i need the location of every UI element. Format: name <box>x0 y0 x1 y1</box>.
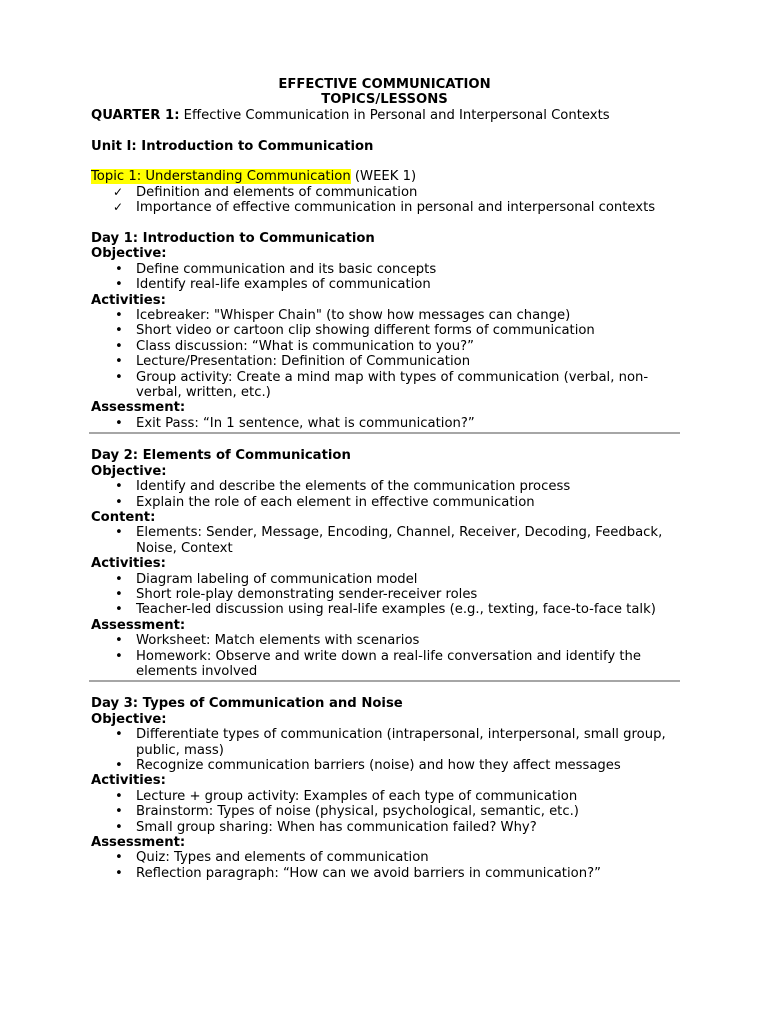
quarter-label: QUARTER 1: <box>91 107 180 123</box>
list-item: • Brainstorm: Types of noise (physical, psychological, semantic, etc.) <box>91 804 678 819</box>
list-item: • Lecture + group activity: Examples of each type of communication <box>91 789 678 804</box>
topic-checklist <box>91 185 678 216</box>
objective-list <box>91 727 678 773</box>
activities-label: Activities: <box>91 556 166 572</box>
assessment-list <box>91 633 678 679</box>
activities-label: Activities: <box>91 773 166 789</box>
list-item: • Exit Pass: “In 1 sentence, what is communication?” <box>91 416 678 431</box>
day1-section <box>91 231 678 431</box>
list-item: • Reflection paragraph: “How can we avoid barriers in communication?” <box>91 866 678 881</box>
assessment-list <box>91 416 678 431</box>
checklist-item: ✓ Definition and elements of communication <box>91 185 678 200</box>
activities-list <box>91 572 678 618</box>
list-item: • Lecture/Presentation: Definition of Communication <box>91 354 678 369</box>
objective-label: Objective: <box>91 246 167 262</box>
activities-list <box>91 308 678 400</box>
list-item: • Identify and describe the elements of the communication process <box>91 479 678 494</box>
content-list <box>91 525 678 556</box>
objective-label: Objective: <box>91 711 167 727</box>
section-divider <box>89 432 680 434</box>
content-label: Content: <box>91 509 156 525</box>
assessment-list <box>91 850 678 881</box>
list-item: • Teacher-led discussion using real-life examples (e.g., texting, face-to-face talk) <box>91 602 678 617</box>
list-item: • Icebreaker: "Whisper Chain" (to show how messages can change) <box>91 308 678 323</box>
quarter-text: Effective Communication in Personal and Interpersonal Contexts <box>179 107 610 123</box>
list-item: • Homework: Observe and write down a real-life conversation and identify the elements involved <box>91 649 678 680</box>
list-item: • Identify real-life examples of communication <box>91 277 678 292</box>
list-item: • Define communication and its basic concepts <box>91 262 678 277</box>
topic-line <box>91 169 678 184</box>
day2-section <box>91 448 678 679</box>
day3-section <box>91 696 678 881</box>
list-item: • Short role-play demonstrating sender-receiver roles <box>91 587 678 602</box>
list-item: • Recognize communication barriers (noise) and how they affect messages <box>91 758 678 773</box>
objective-list <box>91 479 678 510</box>
list-item: • Worksheet: Match elements with scenarios <box>91 633 678 648</box>
day3-heading: Day 3: Types of Communication and Noise <box>91 696 403 712</box>
list-item: • Small group sharing: When has communication failed? Why? <box>91 820 678 835</box>
list-item: • Differentiate types of communication (intrapersonal, interpersonal, small group, public, mass) <box>91 727 678 758</box>
objective-label: Objective: <box>91 463 167 479</box>
assessment-label: Assessment: <box>91 400 186 416</box>
assessment-label: Assessment: <box>91 835 186 851</box>
list-item: • Short video or cartoon clip showing different forms of communication <box>91 323 678 338</box>
activities-list <box>91 789 678 835</box>
list-item: • Diagram labeling of communication model <box>91 572 678 587</box>
day2-heading: Day 2: Elements of Communication <box>91 448 351 464</box>
checklist-item: ✓ Importance of effective communication in personal and interpersonal contexts <box>91 200 678 215</box>
document-subtitle: TOPICS/LESSONS <box>321 92 448 108</box>
list-item: • Class discussion: “What is communication to you?” <box>91 339 678 354</box>
day1-heading: Day 1: Introduction to Communication <box>91 231 375 247</box>
activities-label: Activities: <box>91 292 166 308</box>
section-divider <box>89 680 680 682</box>
assessment-label: Assessment: <box>91 617 186 633</box>
list-item: • Elements: Sender, Message, Encoding, Channel, Receiver, Decoding, Feedback, Noise, Context <box>91 525 678 556</box>
list-item: • Explain the role of each element in effective communication <box>91 495 678 510</box>
list-item: • Group activity: Create a mind map with types of communication (verbal, non-verbal, written, etc.) <box>91 370 678 401</box>
document-title: EFFECTIVE COMMUNICATION <box>278 77 491 92</box>
quarter-line <box>91 108 678 123</box>
unit-heading: Unit I: Introduction to Communication <box>91 138 374 154</box>
list-item: • Quiz: Types and elements of communication <box>91 850 678 865</box>
objective-list <box>91 262 678 293</box>
topic-highlight: Topic 1: Understanding Communication <box>91 169 351 185</box>
topic-week: (WEEK 1) <box>350 169 417 185</box>
